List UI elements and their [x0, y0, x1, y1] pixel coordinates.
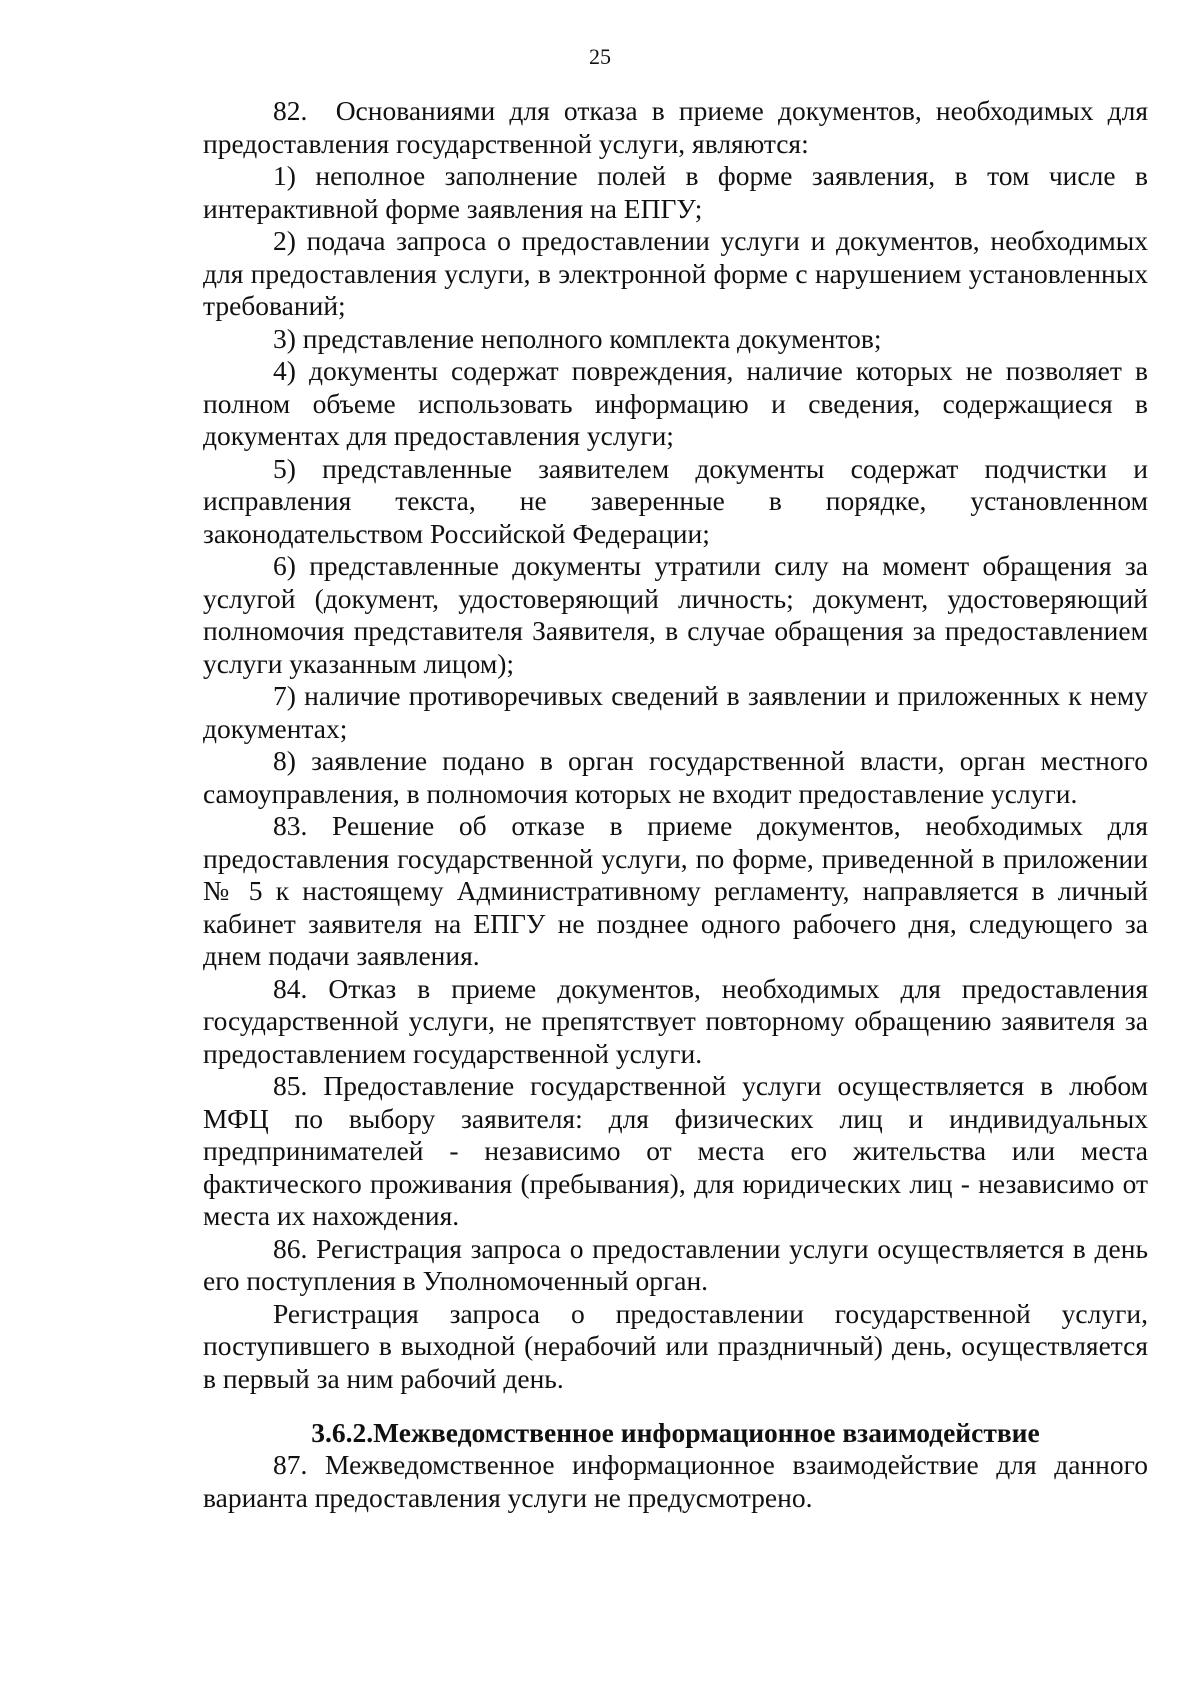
- paragraph-87: 87. Межведомственное информационное взаимодействие для данного варианта предоставления услуги не предусмотрено.: [203, 1449, 1148, 1513]
- list-item-3: 3) представление неполного комплекта документов;: [273, 322, 882, 354]
- list-item-5: 5) представленные заявителем документы содержат подчистки и исправления текста, не заверенные в порядке, установленном законодательством Российской Федерации;: [203, 452, 1148, 549]
- paragraph-86: 86. Регистрация запроса о предоставлении услуги осуществляется в день его поступления в Уполномоченный орган.: [203, 1232, 1148, 1296]
- paragraph-85: 85. Предоставление государственной услуги осуществляется в любом МФЦ по выбору заявителя: для физических лиц и индивидуальных предпринимателей - независимо от места его жительства или места фактического проживания (пребывания), для юридических лиц - независимо от места их нахождения.: [203, 1070, 1148, 1231]
- list-item-4: 4) документы содержат повреждения, наличие которых не позволяет в полном объеме использовать информацию и сведения, содержащиеся в документах для предоставления услуги;: [203, 355, 1148, 451]
- paragraph-82: 82. Основаниями для отказа в приеме документов, необходимых для предоставления государственной услуги, являются:: [203, 95, 1148, 159]
- paragraph-registration: Регистрация запроса о предоставлении государственной услуги, поступившего в выходной (нерабочий или праздничный) день, осуществляется в первый за ним рабочий день.: [203, 1297, 1148, 1394]
- paragraph-83: 83. Решение об отказе в приеме документов, необходимых для предоставления государственной услуги, по форме, приведенной в приложении № 5 к настоящему Административному регламенту, направляется в личный кабинет заявителя на ЕПГУ не позднее одного рабочего дня, следующего за днем подачи заявления.: [203, 810, 1148, 971]
- list-item-1: 1) неполное заполнение полей в форме заявления, в том числе в интерактивной форме заявления на ЕПГУ;: [203, 160, 1148, 224]
- section-heading: 3.6.2.Межведомственное информационное взаимодействие: [311, 1417, 1040, 1448]
- paragraph-84: 84. Отказ в приеме документов, необходимых для предоставления государственной услуги, не препятствует повторному обращению заявителя за предоставлением государственной услуги.: [203, 972, 1148, 1069]
- page-number: 25: [589, 44, 611, 69]
- list-item-7: 7) наличие противоречивых сведений в заявлении и приложенных к нему документах;: [203, 680, 1148, 744]
- list-item-6: 6) представленные документы утратили силу на момент обращения за услугой (документ, удостоверяющий личность; документ, удостоверяющий полномочия представителя Заявителя, в случае обращения за предоставлением услуги указанным лицом);: [203, 550, 1148, 679]
- list-item-2: 2) подача запроса о предоставлении услуги и документов, необходимых для предоставления услуги, в электронной форме с нарушением установленных требований;: [203, 225, 1148, 321]
- list-item-8: 8) заявление подано в орган государственной власти, орган местного самоуправления, в полномочия которых не входит предоставление услуги.: [203, 745, 1148, 809]
- page-content: [203, 95, 1148, 1514]
